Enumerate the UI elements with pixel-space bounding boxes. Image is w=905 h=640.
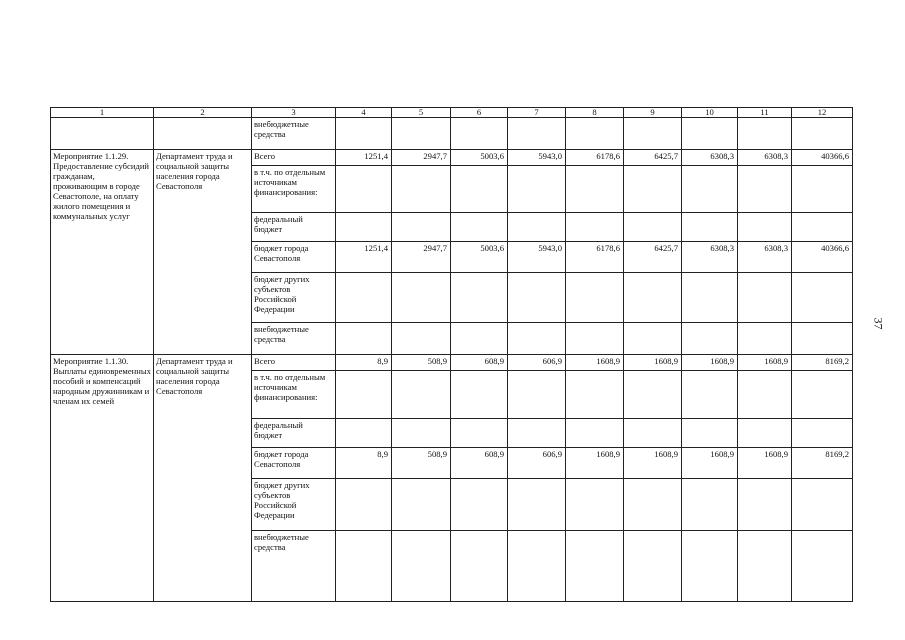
value-cell: [392, 371, 451, 419]
value-cell: [451, 166, 508, 213]
value-cell: 508,9: [392, 355, 451, 371]
value-cell: [451, 479, 508, 531]
header-row: [51, 108, 853, 118]
value-cell: [624, 419, 682, 448]
value-cell: [566, 479, 624, 531]
value-cell: [508, 419, 566, 448]
source-label: федеральный бюджет: [252, 213, 336, 242]
value-cell: [738, 166, 792, 213]
page-number: 37: [871, 317, 886, 330]
value-cell: 6425,7: [624, 242, 682, 273]
source-label: бюджет города Севастополя: [252, 448, 336, 479]
value-cell: [792, 371, 853, 419]
value-cell: [336, 419, 392, 448]
value-cell: [738, 419, 792, 448]
executor-name: Департамент труда и социальной защиты населения города Севастополя: [154, 355, 252, 602]
value-cell: 8169,2: [792, 448, 853, 479]
source-label: внебюджетные средства: [252, 531, 336, 602]
value-cell: 1608,9: [566, 355, 624, 371]
column-header: 7: [508, 108, 566, 118]
value-cell: [451, 323, 508, 355]
value-cell: [624, 371, 682, 419]
column-header: 2: [154, 108, 252, 118]
source-label: в т.ч. по отдельным источникам финансирования:: [252, 166, 336, 213]
value-cell: [682, 166, 738, 213]
value-cell: 1608,9: [682, 448, 738, 479]
source-label: внебюджетные средства: [252, 118, 336, 150]
value-cell: [508, 371, 566, 419]
value-cell: 608,9: [451, 448, 508, 479]
source-label: федеральный бюджет: [252, 419, 336, 448]
table-body: [51, 108, 853, 602]
table-cell: [682, 118, 738, 150]
value-cell: [392, 323, 451, 355]
value-cell: 1251,4: [336, 150, 392, 166]
value-cell: [566, 419, 624, 448]
value-cell: [792, 166, 853, 213]
column-header: 12: [792, 108, 853, 118]
table-cell: [154, 118, 252, 150]
value-cell: 1608,9: [566, 448, 624, 479]
value-cell: [508, 213, 566, 242]
value-cell: [392, 419, 451, 448]
value-cell: [336, 479, 392, 531]
value-cell: [624, 531, 682, 602]
value-cell: 6308,3: [682, 150, 738, 166]
column-header: 1: [51, 108, 154, 118]
value-cell: [392, 531, 451, 602]
value-cell: [451, 419, 508, 448]
source-label: внебюджетные средства: [252, 323, 336, 355]
value-cell: [451, 531, 508, 602]
value-cell: [451, 213, 508, 242]
value-cell: [566, 531, 624, 602]
value-cell: [738, 213, 792, 242]
source-label: бюджет других субъектов Российской Федерации: [252, 273, 336, 323]
value-cell: [392, 166, 451, 213]
table-cell: [336, 118, 392, 150]
value-cell: [336, 371, 392, 419]
table-cell: [792, 118, 853, 150]
budget-table: [50, 107, 853, 602]
table-row: [51, 150, 853, 166]
column-header: 6: [451, 108, 508, 118]
value-cell: [336, 531, 392, 602]
value-cell: 8,9: [336, 448, 392, 479]
value-cell: [624, 166, 682, 213]
table-cell: [451, 118, 508, 150]
value-cell: 1608,9: [624, 355, 682, 371]
source-label: Всего: [252, 150, 336, 166]
source-label: бюджет города Севастополя: [252, 242, 336, 273]
value-cell: [682, 531, 738, 602]
value-cell: [336, 273, 392, 323]
measure-name: Мероприятие 1.1.29. Предоставление субсидий гражданам, проживающим в городе Севастополе, на оплату жилого помещения и коммунальных услуг: [51, 150, 154, 355]
table-cell: [566, 118, 624, 150]
value-cell: [738, 479, 792, 531]
value-cell: [738, 531, 792, 602]
value-cell: [792, 213, 853, 242]
column-header: 11: [738, 108, 792, 118]
value-cell: [792, 419, 853, 448]
value-cell: 1608,9: [738, 355, 792, 371]
value-cell: 606,9: [508, 448, 566, 479]
value-cell: 6308,3: [682, 242, 738, 273]
value-cell: [682, 213, 738, 242]
value-cell: [682, 323, 738, 355]
value-cell: [792, 479, 853, 531]
value-cell: 6178,6: [566, 242, 624, 273]
value-cell: [392, 213, 451, 242]
value-cell: 608,9: [451, 355, 508, 371]
value-cell: [682, 419, 738, 448]
column-header: 9: [624, 108, 682, 118]
value-cell: 6425,7: [624, 150, 682, 166]
value-cell: 6308,3: [738, 150, 792, 166]
column-header: 3: [252, 108, 336, 118]
value-cell: [792, 323, 853, 355]
source-label: в т.ч. по отдельным источникам финансирования:: [252, 371, 336, 419]
value-cell: [336, 213, 392, 242]
value-cell: [624, 213, 682, 242]
measure-name: Мероприятие 1.1.30. Выплаты единовременных пособий и компенсаций народным дружинникам и членам их семей: [51, 355, 154, 602]
value-cell: [566, 323, 624, 355]
value-cell: [792, 273, 853, 323]
value-cell: [566, 213, 624, 242]
column-header: 8: [566, 108, 624, 118]
value-cell: [392, 479, 451, 531]
value-cell: 1608,9: [682, 355, 738, 371]
continuation-row: [51, 118, 853, 150]
value-cell: 6308,3: [738, 242, 792, 273]
value-cell: [738, 323, 792, 355]
value-cell: 1608,9: [624, 448, 682, 479]
value-cell: [336, 323, 392, 355]
value-cell: 40366,6: [792, 242, 853, 273]
column-header: 5: [392, 108, 451, 118]
value-cell: [624, 273, 682, 323]
table-cell: [738, 118, 792, 150]
value-cell: 5943,0: [508, 150, 566, 166]
value-cell: [738, 371, 792, 419]
value-cell: [336, 166, 392, 213]
value-cell: 5003,6: [451, 150, 508, 166]
column-header: 4: [336, 108, 392, 118]
table-cell: [508, 118, 566, 150]
value-cell: 6178,6: [566, 150, 624, 166]
value-cell: [508, 273, 566, 323]
value-cell: 606,9: [508, 355, 566, 371]
value-cell: [738, 273, 792, 323]
executor-name: Департамент труда и социальной защиты населения города Севастополя: [154, 150, 252, 355]
value-cell: [508, 479, 566, 531]
value-cell: [682, 479, 738, 531]
source-label: Всего: [252, 355, 336, 371]
value-cell: [451, 273, 508, 323]
table-cell: [392, 118, 451, 150]
value-cell: 1251,4: [336, 242, 392, 273]
value-cell: 2947,7: [392, 150, 451, 166]
value-cell: [451, 371, 508, 419]
value-cell: 5943,0: [508, 242, 566, 273]
value-cell: [508, 531, 566, 602]
value-cell: [508, 323, 566, 355]
value-cell: [392, 273, 451, 323]
value-cell: 1608,9: [738, 448, 792, 479]
source-label: бюджет других субъектов Российской Федерации: [252, 479, 336, 531]
value-cell: [566, 273, 624, 323]
value-cell: [566, 166, 624, 213]
table-cell: [624, 118, 682, 150]
value-cell: 40366,6: [792, 150, 853, 166]
value-cell: [682, 371, 738, 419]
value-cell: [508, 166, 566, 213]
value-cell: [682, 273, 738, 323]
value-cell: 8169,2: [792, 355, 853, 371]
table-row: [51, 355, 853, 371]
table-cell: [51, 118, 154, 150]
value-cell: 8,9: [336, 355, 392, 371]
value-cell: [624, 479, 682, 531]
value-cell: 2947,7: [392, 242, 451, 273]
value-cell: 508,9: [392, 448, 451, 479]
value-cell: [624, 323, 682, 355]
value-cell: [792, 531, 853, 602]
value-cell: 5003,6: [451, 242, 508, 273]
value-cell: [566, 371, 624, 419]
column-header: 10: [682, 108, 738, 118]
